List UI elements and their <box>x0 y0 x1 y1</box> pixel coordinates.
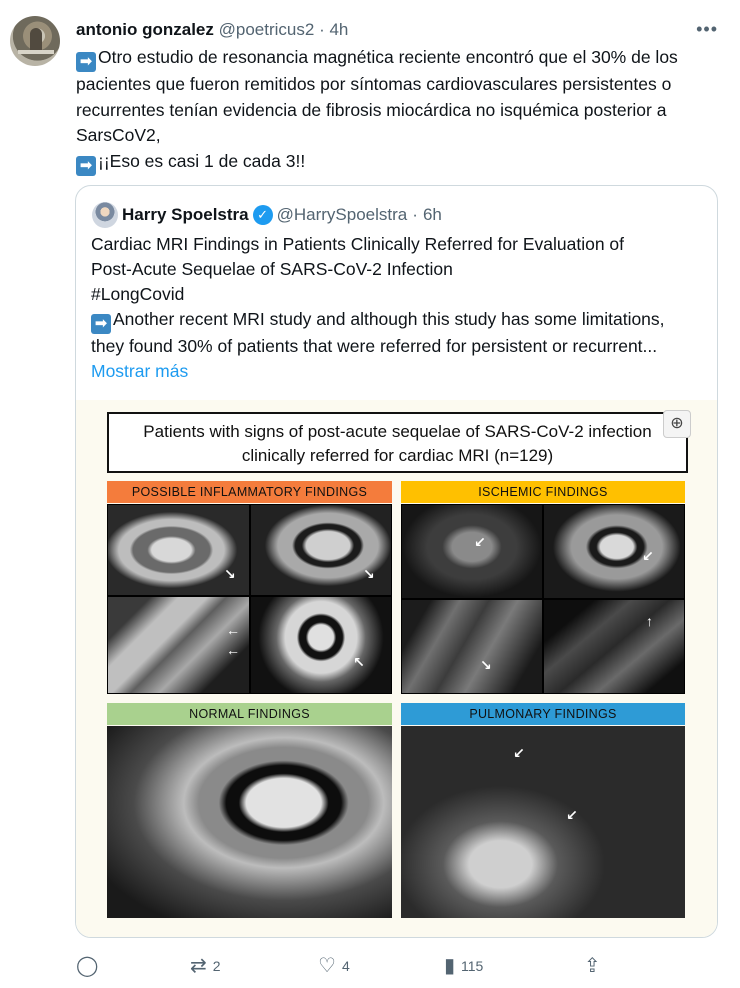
arrow-marker-icon: ↙ <box>566 807 578 823</box>
quoted-time[interactable]: 6h <box>422 205 442 224</box>
arrow-right-icon: ➡ <box>76 156 96 176</box>
panel-label-normal: NORMAL FINDINGS <box>107 703 392 725</box>
figure-title <box>107 412 688 473</box>
tweet-line-2: ¡¡Eso es casi 1 de cada 3!! <box>98 150 306 171</box>
reply-icon: ◯ <box>76 955 99 977</box>
mri-normal <box>107 726 392 918</box>
figure-title-line-2: clinically referred for cardiac MRI (n=129) <box>241 446 554 465</box>
views-count: 115 <box>461 958 484 974</box>
panel-label-pulmonary: PULMONARY FINDINGS <box>401 703 685 725</box>
mri-pulmonary <box>401 726 685 918</box>
arrow-right-icon: ➡ <box>91 314 111 334</box>
tweet-time[interactable]: 4h <box>329 20 349 39</box>
like-button[interactable] <box>318 953 350 979</box>
share-icon: ⇪ <box>584 955 601 977</box>
arrow-right-icon: ➡ <box>76 52 96 72</box>
header-separator: · <box>319 20 325 39</box>
mri-slice <box>543 599 685 694</box>
mri-ischemic <box>401 504 685 694</box>
action-bar <box>76 953 616 981</box>
arrow-marker-icon: ↑ <box>646 613 653 629</box>
mri-slice <box>250 504 392 596</box>
arrow-marker-icon: ← <box>226 622 240 638</box>
arrow-marker-icon: ↙ <box>513 745 525 761</box>
author-avatar[interactable] <box>10 16 60 66</box>
zoom-icon[interactable]: ⊕ <box>663 410 691 438</box>
figure-title-line-1: Patients with signs of post-acute sequelae of SARS-CoV-2 infection <box>143 422 652 441</box>
quoted-image[interactable] <box>76 400 717 938</box>
quoted-author-handle[interactable]: @HarrySpoelstra <box>276 205 408 224</box>
quoted-tweet[interactable] <box>75 185 718 938</box>
retweet-icon: ⇄ <box>190 955 207 977</box>
tweet-line-1: Otro estudio de resonancia magnética reciente encontró que el 30% de los pacientes que fueron remitidos por síntomas cardiovasculares persistentes o recurrentes tenían evidencia de fibrosis miocárdica no isquémica posterior a SarsCoV2, <box>76 47 678 145</box>
arrow-marker-icon: ← <box>226 642 240 658</box>
mri-slice <box>250 596 392 694</box>
panel-label-inflammatory: POSSIBLE INFLAMMATORY FINDINGS <box>107 481 392 503</box>
quoted-hashtag[interactable]: #LongCovid <box>91 284 185 304</box>
mri-slice <box>543 504 685 599</box>
author-name[interactable]: antonio gonzalez <box>76 20 214 39</box>
views-chart-icon: ▮ <box>444 955 456 977</box>
arrow-marker-icon: ↖ <box>353 654 365 670</box>
arrow-marker-icon: ↘ <box>224 566 236 582</box>
avatar-bench <box>18 50 54 54</box>
share-button[interactable] <box>584 953 607 979</box>
quoted-header-separator: · <box>412 205 418 224</box>
arrow-marker-icon: ↘ <box>363 566 375 582</box>
views-button[interactable] <box>444 953 483 979</box>
more-options-icon[interactable]: ••• <box>696 19 718 39</box>
tweet-text <box>76 45 726 176</box>
tweet-header <box>76 19 348 41</box>
quoted-author-name[interactable]: Harry Spoelstra <box>122 205 249 224</box>
like-count: 4 <box>341 958 350 974</box>
mri-slice <box>107 596 250 694</box>
retweet-button[interactable] <box>190 953 221 979</box>
quoted-title-line-1: Cardiac MRI Findings in Patients Clinically Referred for Evaluation of <box>91 234 625 254</box>
mri-slice <box>401 599 543 694</box>
arrow-marker-icon: ↙ <box>474 534 486 550</box>
reply-button[interactable] <box>76 953 104 979</box>
quoted-author-avatar[interactable] <box>92 202 118 228</box>
mri-slice <box>401 504 543 599</box>
arrow-marker-icon: ↘ <box>480 657 492 673</box>
retweet-count: 2 <box>212 958 221 974</box>
verified-badge-icon: ✓ <box>253 205 273 225</box>
mri-slice <box>107 504 250 596</box>
heart-icon: ♡ <box>318 955 336 977</box>
mri-inflammatory <box>107 504 392 694</box>
quoted-text <box>91 232 701 384</box>
arrow-marker-icon: ↙ <box>642 548 654 564</box>
quoted-body: Another recent MRI study and although this study has some limitations, they found 30% of patients that were referred for persistent or recurrent... <box>91 309 665 356</box>
panel-label-ischemic: ISCHEMIC FINDINGS <box>401 481 685 503</box>
quoted-title-line-2: Post-Acute Sequelae of SARS-CoV-2 Infection <box>91 259 453 279</box>
quoted-header <box>92 202 442 228</box>
author-handle[interactable]: @poetricus2 <box>218 20 315 39</box>
show-more-link[interactable]: Mostrar más <box>91 361 189 381</box>
